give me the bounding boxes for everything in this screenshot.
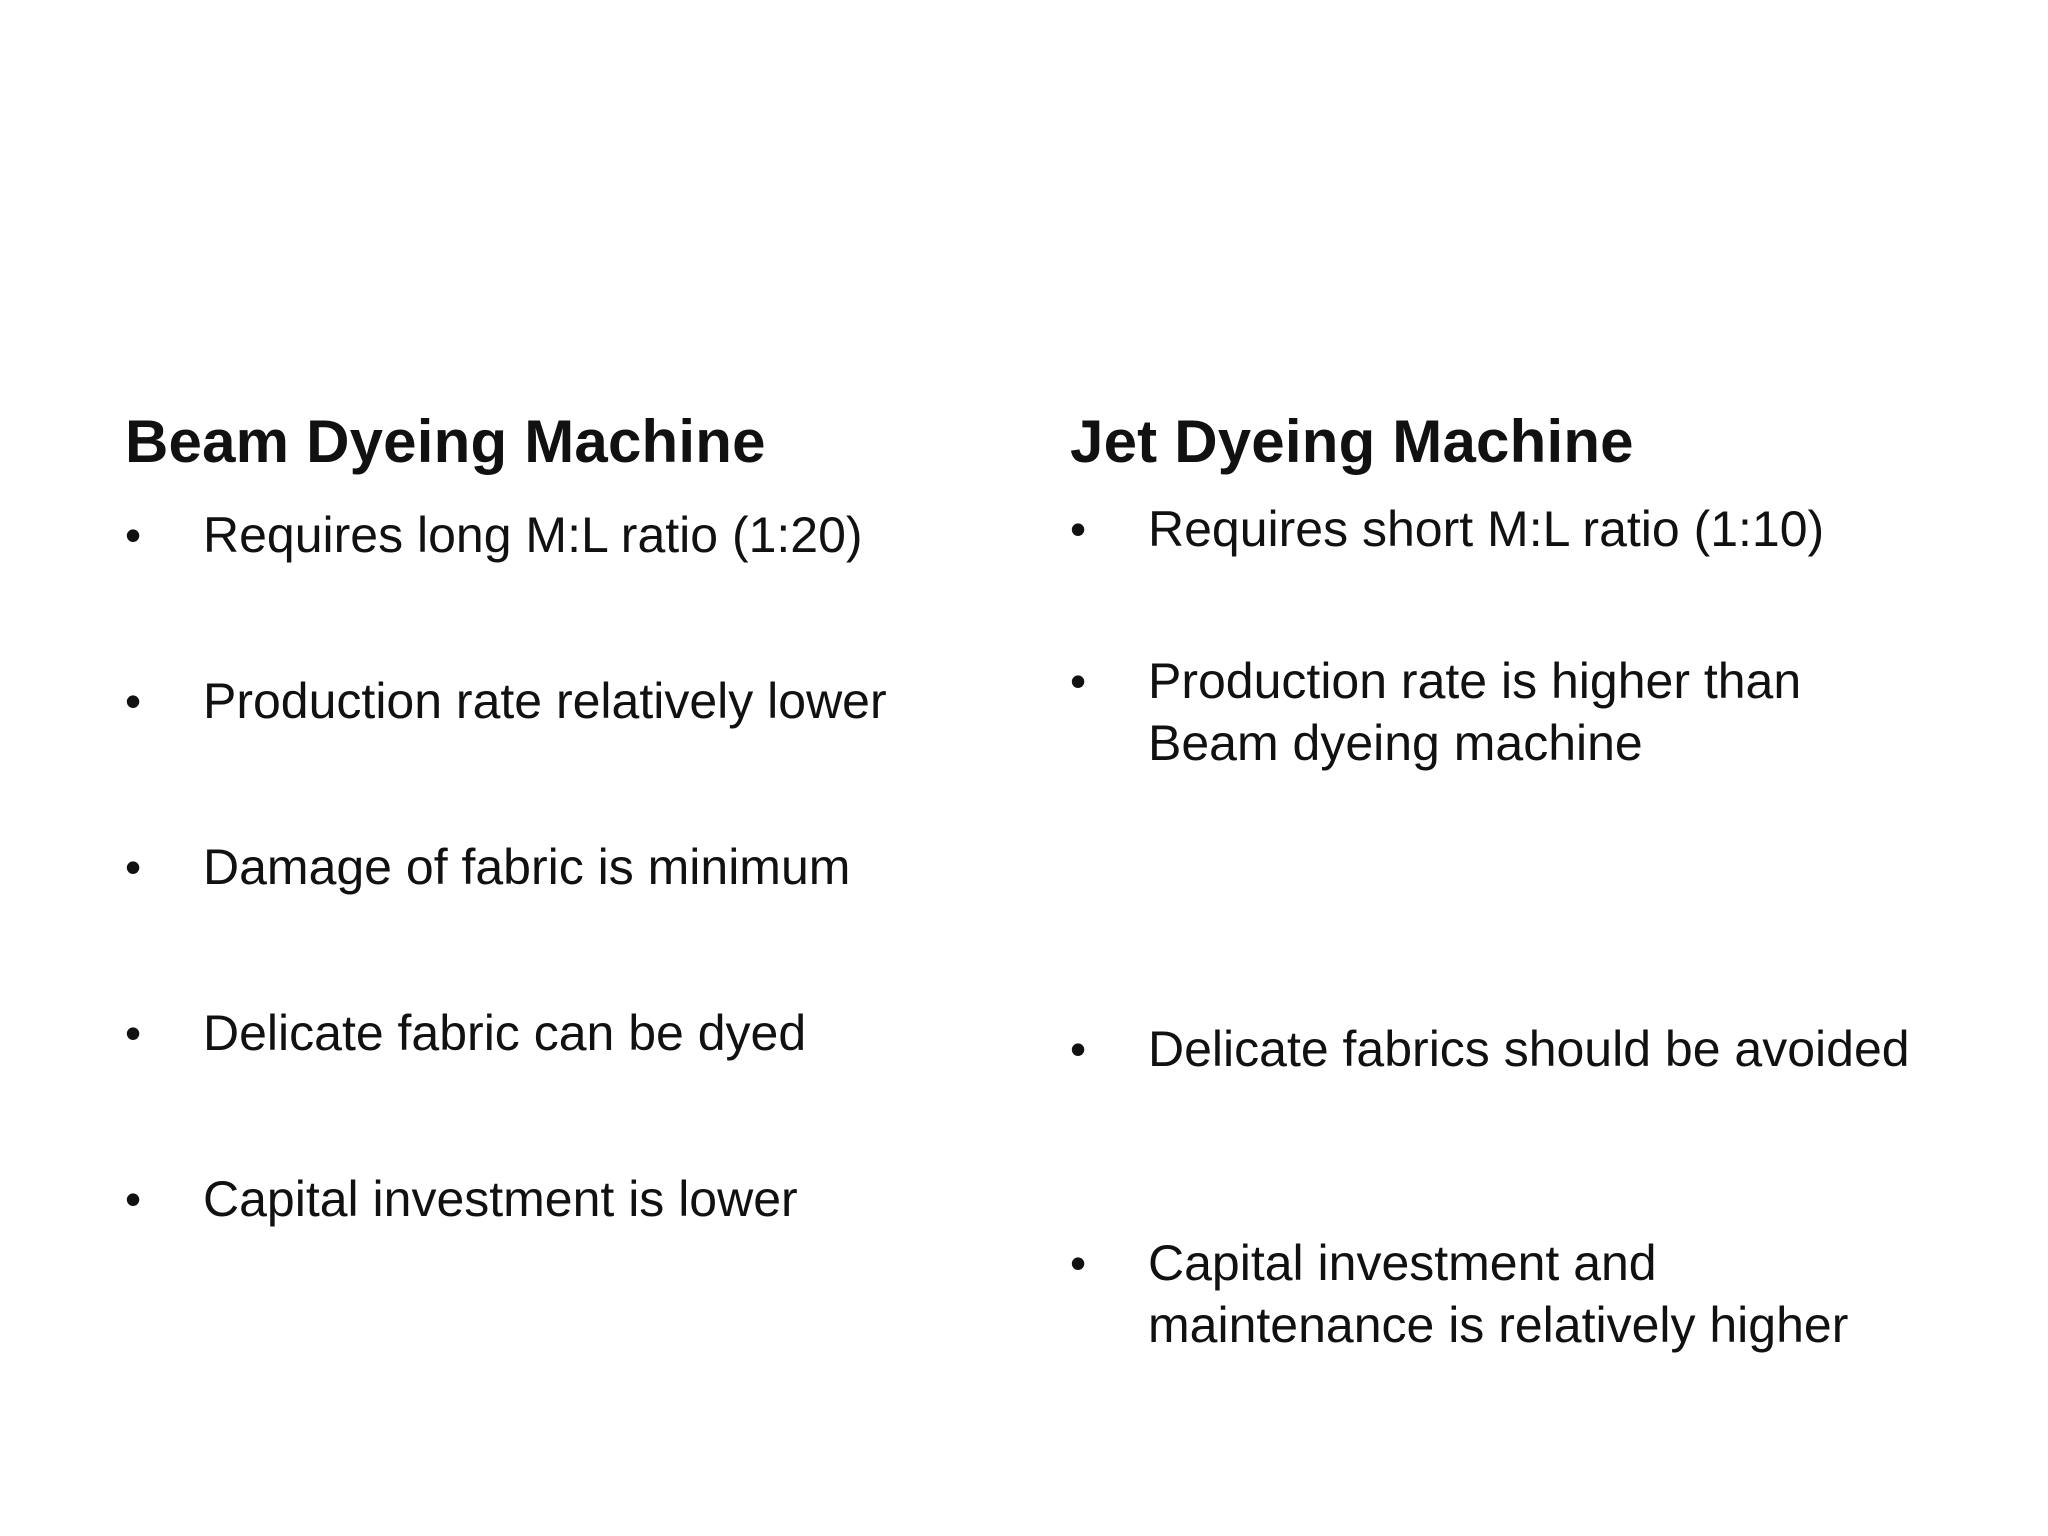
bullet-icon: • [125,841,142,893]
jet-dyeing-title: Jet Dyeing Machine [1070,408,1634,475]
bullet-text: Delicate fabrics should be avoided [1148,1021,1910,1077]
list-item [125,670,1045,732]
bullet-icon: • [1070,1237,1087,1289]
list-item [1070,650,1990,774]
bullet-icon: • [125,509,142,561]
bullet-text: Requires long M:L ratio (1:20) [203,507,863,563]
bullet-icon: • [1070,503,1087,555]
list-item [1070,1232,1990,1356]
list-item [125,1002,1045,1064]
list-item [125,1168,1045,1230]
bullet-icon: • [125,1007,142,1059]
beam-dyeing-bullets [125,484,1045,1484]
bullet-text: Production rate relatively lower [203,673,887,729]
bullet-text: Capital investment is lower [203,1171,798,1227]
bullet-icon: • [1070,1023,1087,1075]
bullet-text: Delicate fabric can be dyed [203,1005,807,1061]
bullet-text: Requires short M:L ratio (1:10) [1148,501,1825,557]
bullet-text: Damage of fabric is minimum [203,839,851,895]
bullet-icon: • [125,675,142,727]
jet-dyeing-column [1070,400,1990,1484]
list-item [1070,1018,1990,1080]
beam-dyeing-title: Beam Dyeing Machine [125,408,766,475]
bullet-icon: • [125,1173,142,1225]
bullet-text: Capital investment and maintenance is relatively higher [1148,1235,1849,1353]
bullet-icon: • [1070,655,1087,707]
bullet-text: Production rate is higher than Beam dyeing machine [1148,653,1802,771]
list-item [125,836,1045,898]
jet-dyeing-bullets [1070,484,1990,1484]
list-item [1070,498,1990,560]
list-item [125,504,1045,566]
beam-dyeing-column [125,400,1045,1484]
